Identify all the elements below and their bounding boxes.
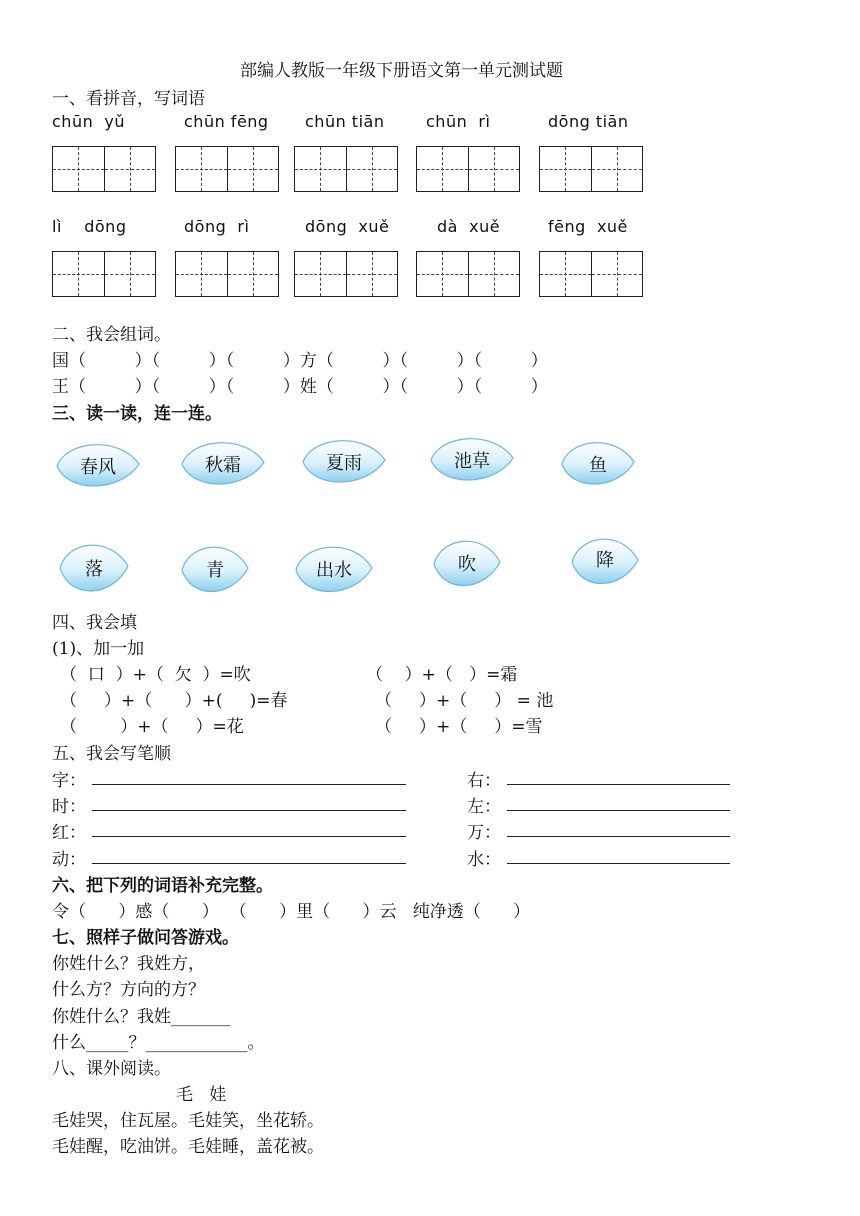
page-title: 部编人教版一年级下册语文第一单元测试题: [240, 61, 563, 81]
leaf-word: 吹: [458, 554, 476, 575]
stroke-label: 水：: [467, 850, 501, 870]
section-4-heading: 四、我会填: [52, 613, 137, 633]
pinyin-label: dōng rì: [184, 217, 250, 236]
word-leaf[interactable]: [301, 434, 387, 488]
writing-grid[interactable]: [52, 146, 156, 192]
section-3-heading: 三、读一读，连一连。: [52, 404, 222, 424]
stroke-answer-line[interactable]: [92, 784, 406, 785]
pinyin-label: fēng xuě: [548, 217, 628, 236]
example-line: 你姓什么？我姓方，: [52, 954, 205, 974]
poem-title: 毛 娃: [176, 1085, 227, 1105]
section-4-subheading: (1)、加一加: [52, 639, 145, 659]
answer-line[interactable]: 你姓什么？我姓_______: [52, 1007, 231, 1027]
stroke-answer-line[interactable]: [507, 836, 730, 837]
stroke-label: 动：: [52, 850, 86, 870]
pinyin-label: dà xuě: [437, 217, 501, 236]
stroke-label: 万：: [467, 823, 501, 843]
writing-grid[interactable]: [52, 251, 156, 297]
word-leaf[interactable]: [294, 540, 374, 598]
word-leaf[interactable]: [570, 532, 640, 590]
fill-equation[interactable]: （ ）+（ ）=雪: [375, 717, 543, 737]
pinyin-label: chūn tiān: [305, 112, 385, 131]
leaf-word: 池草: [454, 451, 490, 472]
stroke-label: 字：: [52, 771, 86, 791]
pinyin-label: chūn yǔ: [52, 112, 125, 131]
section-8-heading: 八、课外阅读。: [52, 1059, 171, 1079]
example-line: 什么方？方向的方？: [52, 980, 205, 1000]
pinyin-label: dōng xuě: [305, 217, 390, 236]
fill-equation[interactable]: （ ）+（ ）=霜: [366, 665, 518, 685]
section-1-heading: 一、看拼音，写词语: [52, 89, 205, 109]
section-7-heading: 七、照样子做问答游戏。: [52, 928, 239, 948]
stroke-answer-line[interactable]: [507, 863, 730, 864]
answer-line[interactable]: 什么_____？____________。: [52, 1033, 265, 1053]
leaf-word: 秋霜: [205, 455, 241, 476]
stroke-answer-line[interactable]: [507, 810, 730, 811]
stroke-answer-line[interactable]: [507, 784, 730, 785]
word-leaf[interactable]: [58, 538, 130, 598]
poem-line: 毛娃哭，住瓦屋。毛娃笑，坐花轿。: [52, 1111, 324, 1131]
leaf-word: 鱼: [589, 455, 607, 476]
section-6-heading: 六、把下列的词语补充完整。: [52, 876, 273, 896]
poem-line: 毛娃醒，吃油饼。毛娃睡，盖花被。: [52, 1137, 324, 1157]
stroke-label: 时：: [52, 797, 86, 817]
fill-equation[interactable]: （ ）+（ ） = 池: [375, 691, 554, 711]
leaf-word: 夏雨: [326, 453, 362, 474]
leaf-word: 春风: [80, 457, 116, 478]
fill-equation[interactable]: （ ）+（ ）=花: [60, 717, 244, 737]
stroke-label: 红：: [52, 823, 86, 843]
stroke-label: 右：: [467, 771, 501, 791]
leaf-word: 落: [85, 559, 103, 580]
writing-grid[interactable]: [294, 251, 398, 297]
stroke-answer-line[interactable]: [92, 863, 406, 864]
stroke-label: 左：: [467, 797, 501, 817]
section-5-heading: 五、我会写笔顺: [52, 744, 171, 764]
writing-grid[interactable]: [294, 146, 398, 192]
word-leaf[interactable]: [560, 436, 636, 490]
pinyin-label: chūn fēng: [184, 112, 269, 131]
word-leaf[interactable]: [180, 436, 266, 490]
stroke-answer-line[interactable]: [92, 810, 406, 811]
leaf-word: 青: [206, 560, 224, 581]
writing-grid[interactable]: [539, 146, 643, 192]
leaf-word: 降: [596, 550, 614, 571]
stroke-answer-line[interactable]: [92, 836, 406, 837]
word-group-line[interactable]: 国（ ）（ ）（ ）方（ ）（ ）（ ）: [52, 351, 548, 371]
word-leaf[interactable]: [180, 540, 250, 598]
word-leaf[interactable]: [432, 534, 502, 592]
word-leaf[interactable]: [429, 432, 515, 486]
word-leaf[interactable]: [55, 438, 141, 492]
writing-grid[interactable]: [416, 146, 520, 192]
leaf-word: 出水: [316, 560, 352, 581]
writing-grid[interactable]: [416, 251, 520, 297]
writing-grid[interactable]: [175, 146, 279, 192]
word-group-line[interactable]: 王（ ）（ ）（ ）姓（ ）（ ）（ ）: [52, 377, 548, 397]
pinyin-label: dōng tiān: [548, 112, 629, 131]
writing-grid[interactable]: [539, 251, 643, 297]
pinyin-label: lì dōng: [52, 217, 127, 236]
pinyin-label: chūn rì: [426, 112, 491, 131]
idiom-fill-line[interactable]: 令（ ）感（ ） （ ）里（ ）云 纯净透（ ）: [52, 902, 531, 922]
writing-grid[interactable]: [175, 251, 279, 297]
section-2-heading: 二、我会组词。: [52, 325, 171, 345]
fill-equation[interactable]: （ ）+（ ）+( )=春: [60, 691, 288, 711]
fill-equation[interactable]: （ 口 ）+（ 欠 ）=吹: [60, 665, 251, 685]
